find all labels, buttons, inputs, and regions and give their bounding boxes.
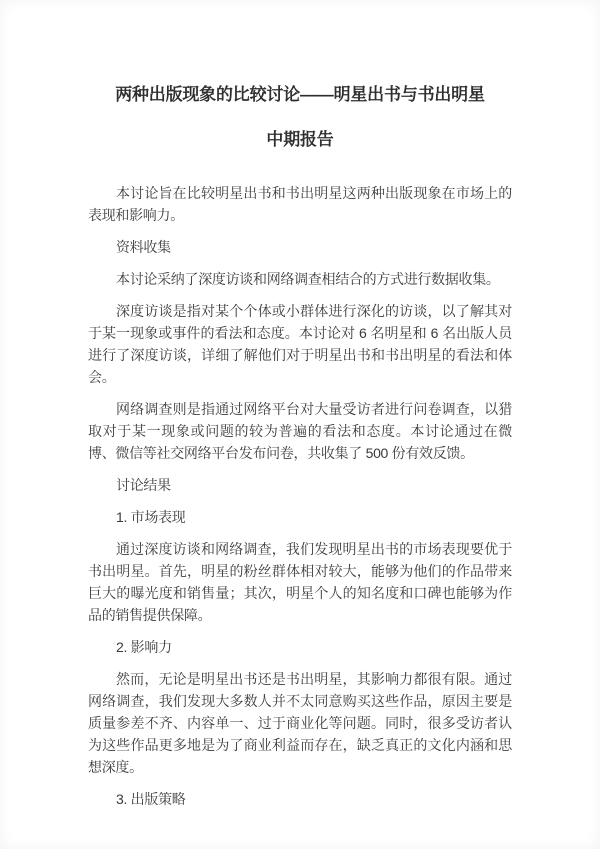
- paragraph-intro: 本讨论旨在比较明星出书和书出明星这两种出版现象在市场上的表现和影响力。: [88, 185, 512, 223]
- section-heading-publishing-strategy: 3. 出版策略: [116, 791, 186, 807]
- paragraph-methodology: 本讨论采纳了深度访谈和网络调查相结合的方式进行数据收集。: [116, 271, 500, 287]
- section-heading-data-collection: 资料收集: [116, 239, 171, 255]
- document-title-line-2: 中期报告: [266, 130, 334, 149]
- paragraph-influence: 然而，无论是明星出书还是书出明星，其影响力都很有限。通过网络调查，我们发现大多数人并不太同意购买这些作品，原因主要是质量参差不齐、内容单一、过于商业化等问题。同时，很多受访者认为这些作品更多地是为了商业利益而存在，缺乏真正的文化内涵和思想深度。: [88, 671, 512, 775]
- section-heading-market-performance: 1. 市场表现: [116, 509, 186, 525]
- paragraph-market-performance: 通过深度访谈和网络调查，我们发现明星出书的市场表现要优于书出明星。首先，明星的粉丝群体相对较大，能够为他们的作品带来巨大的曝光度和销售量；其次，明星个人的知名度和口碑也能够为作品的销售提供保障。: [88, 541, 512, 623]
- paragraph-online-survey: 网络调查则是指通过网络平台对大量受访者进行问卷调查，以猎取对于某一现象或问题的较为普遍的看法和态度。本讨论通过在微博、微信等社交网络平台发布问卷，共收集了 500 份有效反馈。: [88, 401, 512, 461]
- document-title: [88, 72, 512, 162]
- paragraph-deep-interview: 深度访谈是指对某个个体或小群体进行深化的访谈，以了解其对于某一现象或事件的看法和态度。本讨论对 6 名明星和 6 名出版人员进行了深度访谈，详细了解他们对于明星出书和书出明星的看法和体会。: [88, 303, 512, 385]
- document-title-line-1: 两种出版现象的比较讨论——明星出书与书出明星: [115, 85, 485, 104]
- section-heading-influence: 2. 影响力: [116, 639, 172, 655]
- section-heading-discussion-results: 讨论结果: [116, 477, 171, 493]
